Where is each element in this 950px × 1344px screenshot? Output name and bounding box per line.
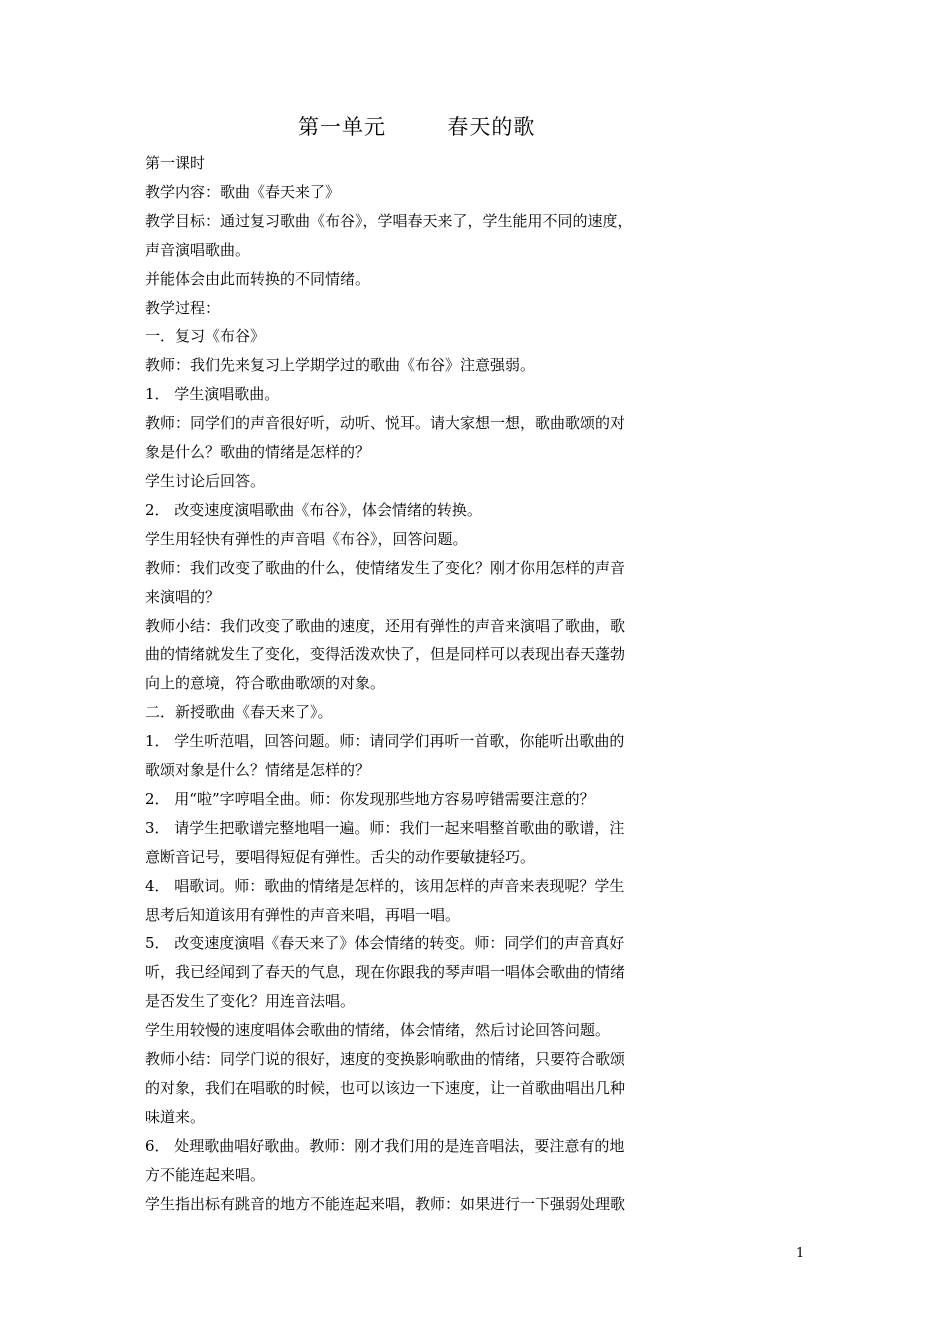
text-line: 学生指出标有跳音的地方不能连起来唱，教师：如果进行一下强弱处理歌 xyxy=(145,1194,626,1213)
text-line: 学生用轻快有弹性的声音唱《布谷》，回答问题。 xyxy=(145,529,468,548)
text-line: 是否发生了变化？用连音法唱。 xyxy=(145,992,356,1011)
text-line: 声音演唱歌曲。 xyxy=(145,240,251,259)
page-number: 1 xyxy=(796,1246,805,1261)
text-line: 听，我已经闻到了春天的气息，现在你跟我的琴声唱一唱体会歌曲的情绪 xyxy=(145,963,626,982)
text-line: 象是什么？歌曲的情绪是怎样的？ xyxy=(145,443,371,462)
document-body xyxy=(145,149,680,1219)
text-line: 1． 学生听范唱，回答问题。师：请同学们再听一首歌，你能听出歌曲的 xyxy=(145,732,625,751)
text-line: 2． 改变速度演唱歌曲《布谷》，体会情绪的转换。 xyxy=(145,500,482,519)
text-line: 2． 用“啦”字哼唱全曲。师：你发现那些地方容易哼错需要注意的？ xyxy=(145,789,595,808)
text-line: 4． 唱歌词。师：歌曲的情绪是怎样的，该用怎样的声音来表现呢？学生 xyxy=(145,876,625,895)
text-line: 学生讨论后回答。 xyxy=(145,471,266,490)
text-line: 第一课时 xyxy=(145,154,206,172)
text-line: 教学内容：歌曲《春天来了》 xyxy=(145,182,341,201)
text-line: 二．新授歌曲《春天来了》。 xyxy=(145,703,333,722)
document-title: 第一单元 春天的歌 xyxy=(298,115,536,139)
text-line: 方不能连起来唱。 xyxy=(145,1165,266,1184)
text-line: 1． 学生演唱歌曲。 xyxy=(145,385,280,404)
text-line: 来演唱的？ xyxy=(145,587,221,606)
text-line: 3． 请学生把歌谱完整地唱一遍。师：我们一起来唱整首歌曲的歌谱，注 xyxy=(145,818,625,837)
text-line: 6． 处理歌曲唱好歌曲。教师：刚才我们用的是连音唱法，要注意有的地 xyxy=(145,1136,625,1155)
text-line: 曲的情绪就发生了变化，变得活泼欢快了，但是同样可以表现出春天蓬勃 xyxy=(145,645,626,664)
text-line: 教师：我们先来复习上学期学过的歌曲《布谷》注意强弱。 xyxy=(145,356,536,375)
text-line: 5． 改变速度演唱《春天来了》体会情绪的转变。师：同学们的声音真好 xyxy=(145,934,625,953)
text-line: 教学目标：通过复习歌曲《布谷》，学唱春天来了，学生能用不同的速度， xyxy=(145,211,633,230)
text-line: 歌颂对象是什么？情绪是怎样的？ xyxy=(145,761,371,780)
text-line: 教学过程： xyxy=(145,298,221,317)
text-line: 并能体会由此而转换的不同情绪。 xyxy=(145,269,371,288)
text-line: 向上的意境，符合歌曲歌颂的对象。 xyxy=(145,674,386,693)
text-line: 教师：我们改变了歌曲的什么，使情绪发生了变化？刚才你用怎样的声音 xyxy=(145,558,626,577)
text-line: 一．复习《布谷》 xyxy=(145,327,266,346)
text-line: 教师小结：同学门说的很好，速度的变换影响歌曲的情绪，只要符合歌颂 xyxy=(145,1050,626,1069)
text-line: 学生用较慢的速度唱体会歌曲的情绪，体会情绪，然后讨论回答问题。 xyxy=(145,1021,611,1040)
text-line: 意断音记号，要唱得短促有弹性。舌尖的动作要敏捷轻巧。 xyxy=(145,847,536,866)
text-line: 的对象，我们在唱歌的时候，也可以该边一下速度，让一首歌曲唱出几种 xyxy=(145,1079,626,1097)
text-line: 思考后知道该用有弹性的声音来唱，再唱一唱。 xyxy=(145,905,461,924)
text-line: 教师：同学们的声音很好听，动听、悦耳。请大家想一想，歌曲歌颂的对 xyxy=(145,414,626,433)
text-line: 味道来。 xyxy=(145,1107,206,1126)
text-line: 教师小结：我们改变了歌曲的速度，还用有弹性的声音来演唱了歌曲，歌 xyxy=(145,616,626,635)
